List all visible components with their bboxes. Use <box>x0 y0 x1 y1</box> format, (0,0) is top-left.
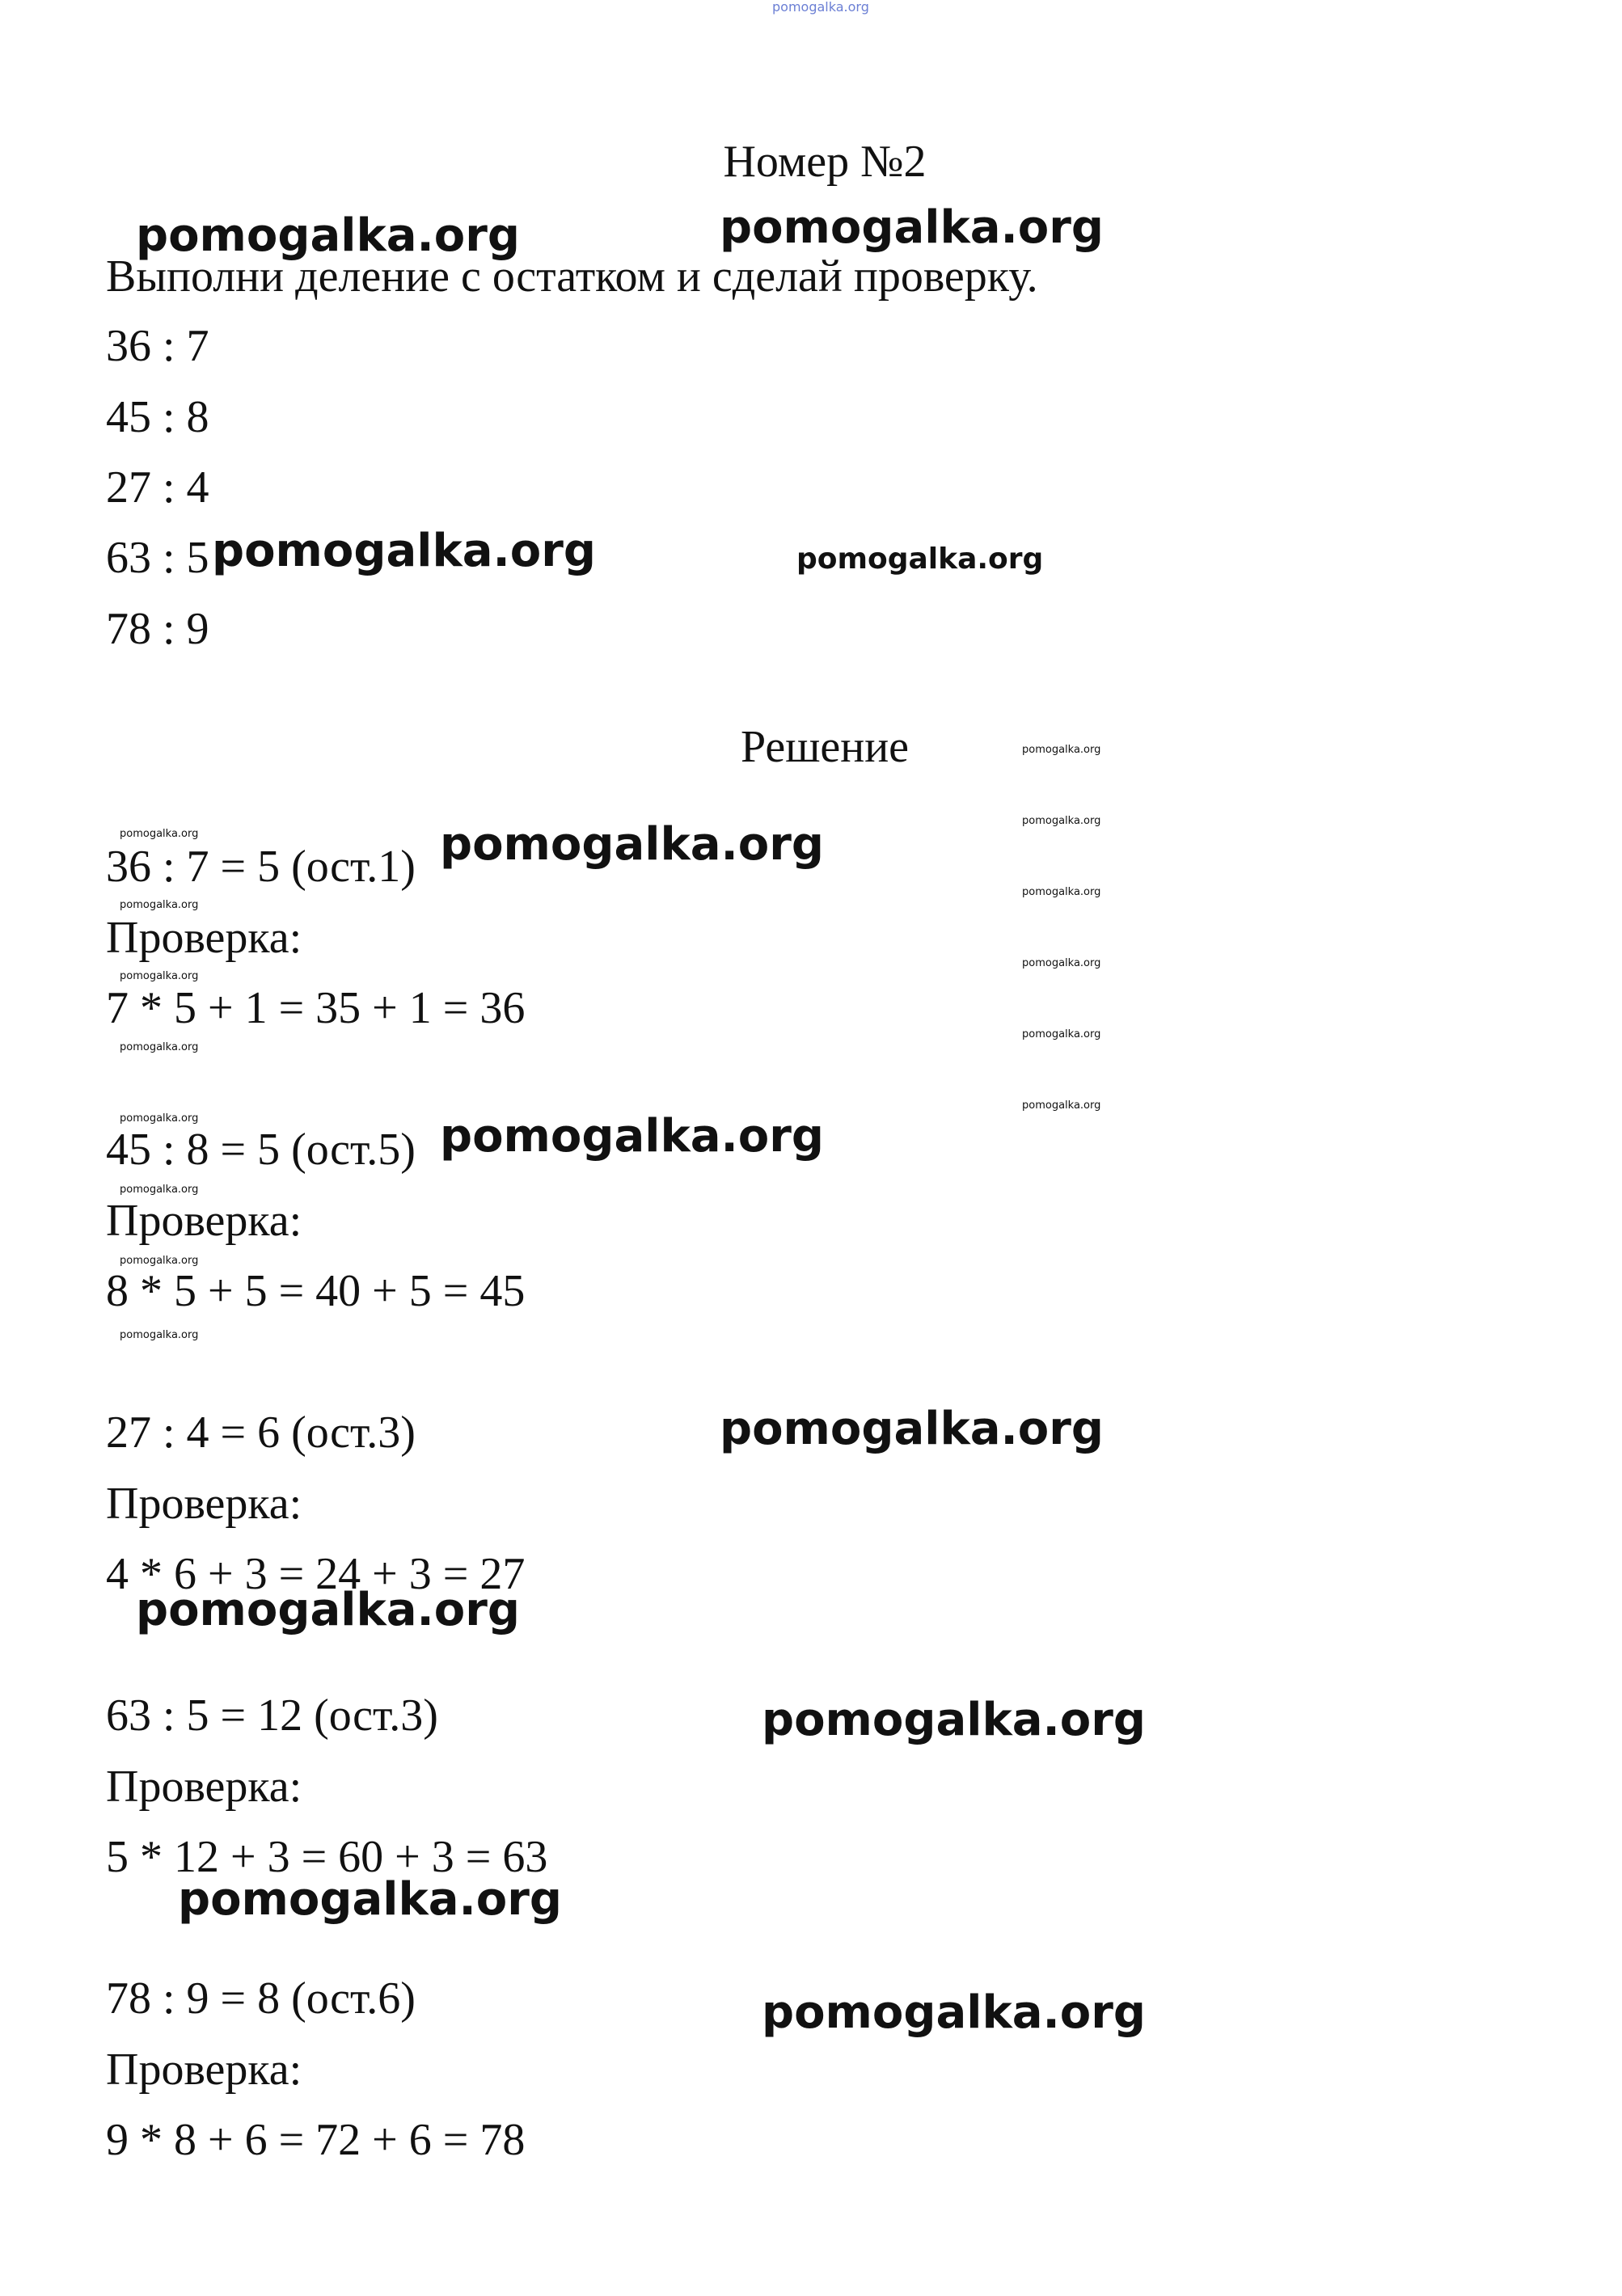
watermark: pomogalka.org <box>136 1584 520 1636</box>
watermark: pomogalka.org <box>1022 886 1101 898</box>
watermark: pomogalka.org <box>1022 815 1101 827</box>
watermark: pomogalka.org <box>120 828 199 840</box>
watermark: pomogalka.org <box>120 970 199 982</box>
example-2: 45 : 8 <box>106 392 209 442</box>
watermark: pomogalka.org <box>120 1112 199 1125</box>
example-5: 78 : 9 <box>106 604 209 654</box>
watermark: pomogalka.org <box>720 1403 1104 1455</box>
check-expression-5: 9 * 8 + 6 = 72 + 6 = 78 <box>106 2115 526 2165</box>
example-1: 36 : 7 <box>106 321 209 371</box>
watermark: pomogalka.org <box>136 209 520 262</box>
watermark: pomogalka.org <box>120 1041 199 1053</box>
watermark: pomogalka.org <box>762 1986 1146 2039</box>
check-expression-1: 7 * 5 + 1 = 35 + 1 = 36 <box>106 983 526 1033</box>
example-3: 27 : 4 <box>106 462 209 513</box>
task-instruction: Выполни деление с остатком и сделай проверку. <box>106 251 1038 302</box>
watermark: pomogalka.org <box>1022 1028 1101 1040</box>
check-label-3: Проверка: <box>106 1479 302 1529</box>
watermark: pomogalka.org <box>1022 1099 1101 1112</box>
check-label-1: Проверка: <box>106 913 302 963</box>
watermark: pomogalka.org <box>720 201 1104 254</box>
watermark: pomogalka.org <box>762 1694 1146 1746</box>
watermark: pomogalka.org <box>440 1110 824 1163</box>
page-title: Номер №2 <box>723 137 927 187</box>
top-watermark: pomogalka.org <box>772 0 869 15</box>
watermark: pomogalka.org <box>178 1873 562 1926</box>
check-expression-4: 5 * 12 + 3 = 60 + 3 = 63 <box>106 1832 548 1882</box>
solution-equation-4: 63 : 5 = 12 (ост.3) <box>106 1690 438 1741</box>
solution-equation-1: 36 : 7 = 5 (ост.1) <box>106 842 416 892</box>
watermark: pomogalka.org <box>440 818 824 871</box>
watermark: pomogalka.org <box>120 899 199 911</box>
watermark: pomogalka.org <box>1022 957 1101 969</box>
watermark: pomogalka.org <box>120 1329 199 1341</box>
solution-equation-5: 78 : 9 = 8 (ост.6) <box>106 1973 416 2024</box>
watermark: pomogalka.org <box>212 525 596 577</box>
check-label-5: Проверка: <box>106 2045 302 2095</box>
watermark: pomogalka.org <box>120 1184 199 1196</box>
check-expression-3: 4 * 6 + 3 = 24 + 3 = 27 <box>106 1549 526 1599</box>
watermark: pomogalka.org <box>1022 744 1101 756</box>
watermark: pomogalka.org <box>120 1255 199 1267</box>
solution-equation-3: 27 : 4 = 6 (ост.3) <box>106 1408 416 1458</box>
check-expression-2: 8 * 5 + 5 = 40 + 5 = 45 <box>106 1266 526 1316</box>
check-label-2: Проверка: <box>106 1196 302 1246</box>
check-label-4: Проверка: <box>106 1762 302 1812</box>
solution-heading: Решение <box>740 722 910 772</box>
solution-equation-2: 45 : 8 = 5 (ост.5) <box>106 1125 416 1175</box>
watermark: pomogalka.org <box>796 542 1044 576</box>
example-4: 63 : 5 <box>106 533 209 583</box>
